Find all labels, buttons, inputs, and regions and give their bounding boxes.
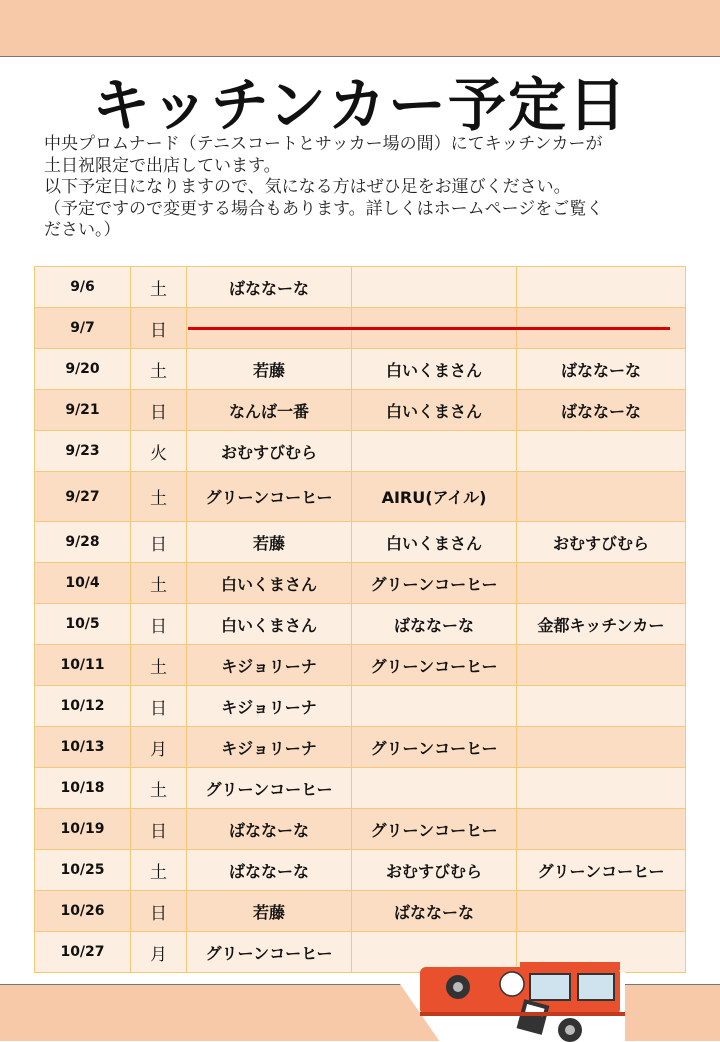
row-weekday: 日 xyxy=(131,522,187,563)
row-shop-3 xyxy=(517,891,686,932)
row-shop-1: キジョリーナ xyxy=(187,686,352,727)
row-shop-1: グリーンコーヒー xyxy=(187,768,352,809)
row-shop-1: グリーンコーヒー xyxy=(187,932,352,973)
row-shop-2: グリーンコーヒー xyxy=(352,645,517,686)
row-weekday: 土 xyxy=(131,267,187,308)
row-shop-3 xyxy=(517,472,686,522)
row-shop-2: おむすびむら xyxy=(352,850,517,891)
intro-text xyxy=(44,134,684,242)
cancelled-strike-line xyxy=(188,327,670,330)
schedule-row xyxy=(35,768,686,809)
top-banner xyxy=(0,0,720,57)
row-date: 10/26 xyxy=(35,891,131,932)
row-date: 9/6 xyxy=(35,267,131,308)
row-weekday: 日 xyxy=(131,604,187,645)
row-weekday: 日 xyxy=(131,686,187,727)
intro-line: ださい。） xyxy=(44,220,121,240)
row-shop-3 xyxy=(517,686,686,727)
row-shop-2 xyxy=(352,768,517,809)
row-date: 9/28 xyxy=(35,522,131,563)
schedule-row xyxy=(35,472,686,522)
row-shop-1: ばななーな xyxy=(187,267,352,308)
row-date: 10/19 xyxy=(35,809,131,850)
row-shop-1: 若藤 xyxy=(187,891,352,932)
row-shop-3 xyxy=(517,727,686,768)
row-shop-1: なんば一番 xyxy=(187,390,352,431)
row-shop-1: ばななーな xyxy=(187,850,352,891)
schedule-row xyxy=(35,563,686,604)
intro-line: 土日祝限定で出店しています。 xyxy=(44,155,281,176)
row-shop-1: キジョリーナ xyxy=(187,645,352,686)
schedule-row xyxy=(35,390,686,431)
row-shop-3: 金都キッチンカー xyxy=(517,604,686,645)
row-shop-1: ばななーな xyxy=(187,809,352,850)
row-shop-2: AIRU(アイル) xyxy=(352,472,517,522)
row-date: 10/5 xyxy=(35,604,131,645)
schedule-row xyxy=(35,431,686,472)
row-date: 10/18 xyxy=(35,768,131,809)
row-shop-2: 白いくまさん xyxy=(352,349,517,390)
row-date: 9/27 xyxy=(35,472,131,522)
row-shop-3: おむすびむら xyxy=(517,522,686,563)
row-shop-3: グリーンコーヒー xyxy=(517,850,686,891)
row-shop-2 xyxy=(352,267,517,308)
row-shop-2: ばななーな xyxy=(352,604,517,645)
row-weekday: 土 xyxy=(131,472,187,522)
row-shop-3 xyxy=(517,809,686,850)
row-date: 9/21 xyxy=(35,390,131,431)
row-shop-1: 白いくまさん xyxy=(187,604,352,645)
schedule-row xyxy=(35,809,686,850)
row-weekday: 日 xyxy=(131,809,187,850)
row-weekday: 土 xyxy=(131,349,187,390)
row-shop-2: グリーンコーヒー xyxy=(352,563,517,604)
row-date: 10/11 xyxy=(35,645,131,686)
intro-line: 中央プロムナード（テニスコートとサッカー場の間）にてキッチンカーが xyxy=(44,134,603,154)
row-shop-1: 若藤 xyxy=(187,522,352,563)
row-shop-3: ばななーな xyxy=(517,349,686,390)
intro-line: 以下予定日になりますので、気になる方はぜひ足をお運びください。 xyxy=(44,177,571,197)
row-shop-2: ばななーな xyxy=(352,891,517,932)
row-shop-2: 白いくまさん xyxy=(352,522,517,563)
food-truck-illustration xyxy=(400,962,625,1042)
row-date: 10/27 xyxy=(35,932,131,973)
row-shop-1: グリーンコーヒー xyxy=(187,472,352,522)
intro-line: （予定ですので変更する場合もあります。詳しくはホームページをご覧く xyxy=(44,198,604,219)
schedule-row xyxy=(35,645,686,686)
schedule-row xyxy=(35,522,686,563)
row-weekday: 土 xyxy=(131,850,187,891)
schedule-row xyxy=(35,267,686,308)
schedule-row xyxy=(35,604,686,645)
row-date: 10/4 xyxy=(35,563,131,604)
row-shop-3 xyxy=(517,645,686,686)
schedule-row xyxy=(35,349,686,390)
row-weekday: 土 xyxy=(131,645,187,686)
row-shop-2 xyxy=(352,686,517,727)
row-weekday: 日 xyxy=(131,308,187,349)
row-date: 10/13 xyxy=(35,727,131,768)
row-shop-3 xyxy=(517,431,686,472)
row-shop-2: グリーンコーヒー xyxy=(352,809,517,850)
row-weekday: 月 xyxy=(131,932,187,973)
row-shop-2: グリーンコーヒー xyxy=(352,727,517,768)
row-weekday: 土 xyxy=(131,768,187,809)
row-shop-2 xyxy=(352,431,517,472)
row-weekday: 火 xyxy=(131,431,187,472)
row-shop-2: 白いくまさん xyxy=(352,390,517,431)
row-date: 10/12 xyxy=(35,686,131,727)
row-shop-1: 若藤 xyxy=(187,349,352,390)
row-shop-3: ばななーな xyxy=(517,390,686,431)
schedule-row xyxy=(35,686,686,727)
row-date: 9/7 xyxy=(35,308,131,349)
schedule-row xyxy=(35,850,686,891)
row-shop-3 xyxy=(517,267,686,308)
schedule-row xyxy=(35,727,686,768)
row-shop-1: キジョリーナ xyxy=(187,727,352,768)
row-date: 10/25 xyxy=(35,850,131,891)
row-date: 9/20 xyxy=(35,349,131,390)
schedule-row xyxy=(35,891,686,932)
row-shop-3 xyxy=(517,563,686,604)
row-shop-1: おむすびむら xyxy=(187,431,352,472)
row-weekday: 日 xyxy=(131,390,187,431)
row-weekday: 土 xyxy=(131,563,187,604)
row-shop-3 xyxy=(517,768,686,809)
page-title: キッチンカー予定日 xyxy=(92,71,628,139)
row-shop-1: 白いくまさん xyxy=(187,563,352,604)
row-weekday: 日 xyxy=(131,891,187,932)
row-weekday: 月 xyxy=(131,727,187,768)
schedule-table xyxy=(34,266,686,973)
row-date: 9/23 xyxy=(35,431,131,472)
